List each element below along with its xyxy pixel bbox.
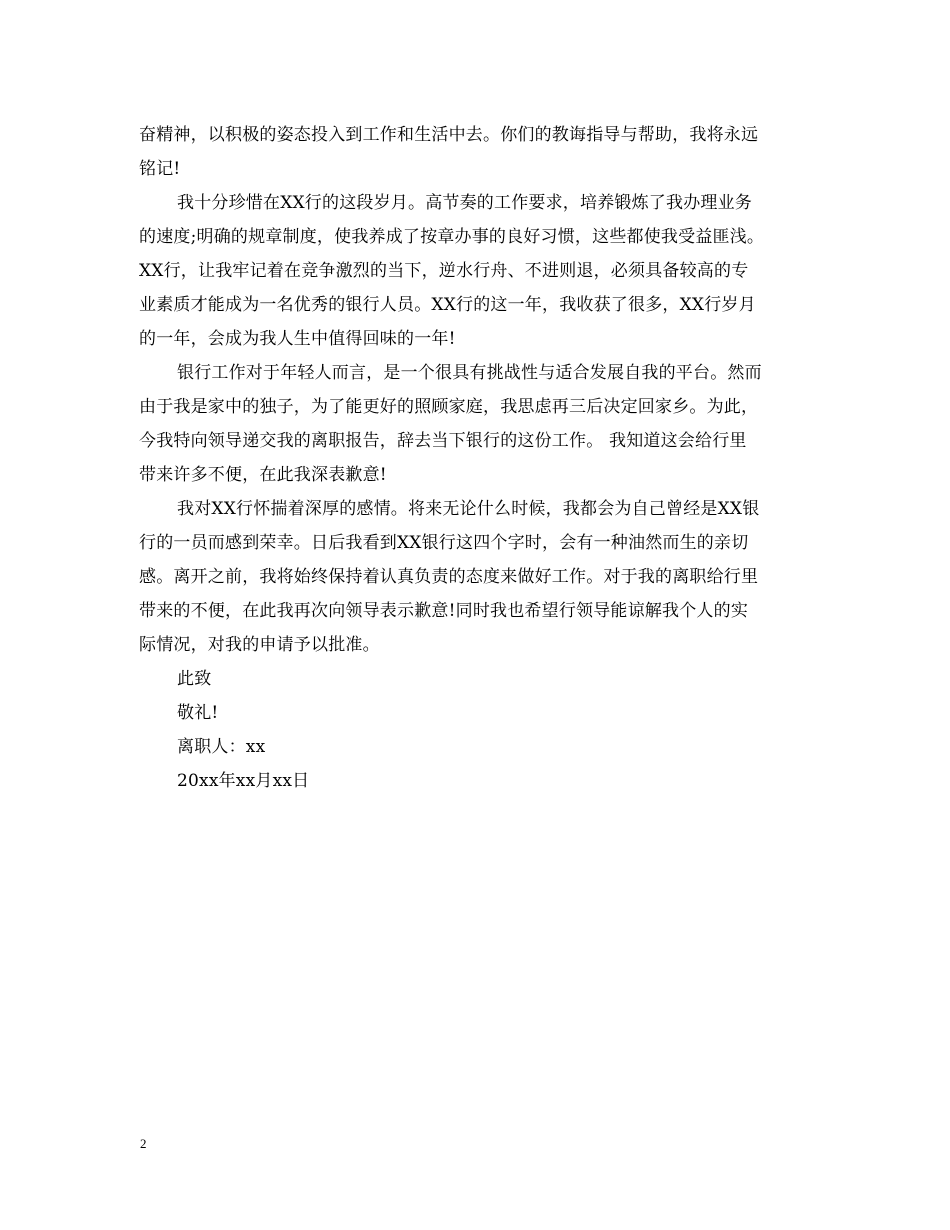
- text-line: 带来许多不便，在此我深表歉意!: [139, 465, 387, 485]
- text-line: 业素质才能成为一名优秀的银行人员。XX行的这一年，我收获了很多，XX行岁月: [139, 295, 756, 315]
- closing-salutation: 此致: [177, 669, 212, 689]
- text-line: 的速度;明确的规章制度，使我养成了按章办事的良好习惯，这些都使我受益匪浅。: [139, 227, 765, 247]
- text-line: XX行，让我牢记着在竞争激烈的当下，逆水行舟、不进则退，必须具备较高的专: [139, 261, 749, 281]
- text-line: 我对XX行怀揣着深厚的感情。将来无论什么时候，我都会为自己曾经是XX银: [177, 499, 760, 519]
- paragraph-3: [139, 356, 811, 492]
- paragraph-1: [139, 118, 811, 186]
- paragraph-4: [139, 492, 811, 662]
- text-line: 的一年，会成为我人生中值得回味的一年!: [139, 329, 456, 349]
- letter-closing: [139, 662, 811, 798]
- text-line: 我十分珍惜在XX行的这段岁月。高节奏的工作要求，培养锻炼了我办理业务: [177, 193, 753, 213]
- text-line: 由于我是家中的独子，为了能更好的照顾家庭，我思虑再三后决定回家乡。为此，: [139, 397, 759, 417]
- closing-respect: 敬礼!: [177, 703, 219, 723]
- date: 20xx年xx月xx日: [177, 771, 310, 791]
- text-line: 银行工作对于年轻人而言，是一个很具有挑战性与适合发展自我的平台。然而: [177, 363, 762, 383]
- text-line: 带来的不便，在此我再次向领导表示歉意!同时我也希望行领导能谅解我个人的实: [139, 601, 749, 621]
- signature: 离职人：xx: [177, 737, 266, 757]
- text-line: 行的一员而感到荣幸。日后我看到XX银行这四个字时，会有一种油然而生的亲切: [139, 533, 749, 553]
- letter-body: [139, 118, 811, 798]
- text-line: 感。离开之前，我将始终保持着认真负责的态度来做好工作。对于我的离职给行里: [139, 567, 759, 587]
- text-line: 铭记!: [139, 159, 181, 179]
- text-line: 奋精神，以积极的姿态投入到工作和生活中去。你们的教诲指导与帮助，我将永远: [139, 125, 759, 145]
- text-line: 今我特向领导递交我的离职报告，辞去当下银行的这份工作。 我知道这会给行里: [139, 431, 747, 451]
- page-number: 2: [140, 1136, 147, 1151]
- paragraph-2: [139, 186, 811, 356]
- text-line: 际情况，对我的申请予以批准。: [139, 635, 380, 655]
